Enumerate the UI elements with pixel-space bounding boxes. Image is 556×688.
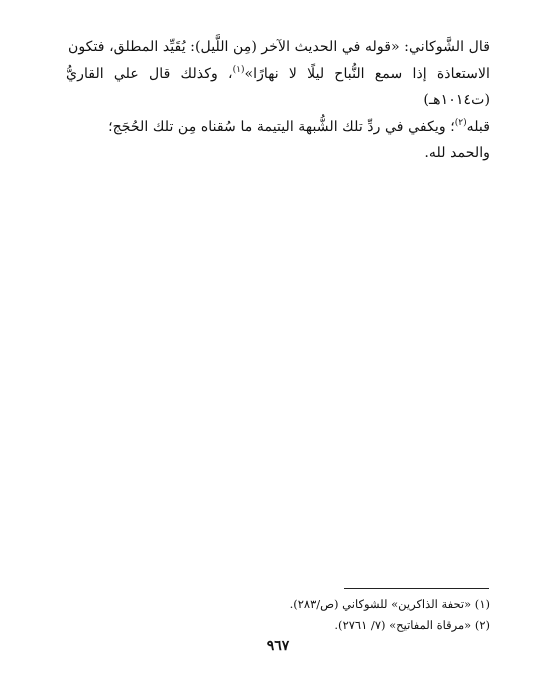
footnote-ref-1: (١) [232, 64, 245, 75]
footnote-ref-2: (٢) [454, 117, 467, 128]
text-line-1 [66, 34, 490, 61]
footnote-separator [344, 588, 489, 589]
text-line-4 [66, 140, 490, 167]
footnote-1: (١) «تحفة الذاكرين» للشوكاني (ص/٢٨٣). [289, 597, 490, 611]
text-line-3 [66, 114, 490, 141]
text-line-2 [66, 61, 490, 114]
text-line-3-part-a: قبله [466, 118, 490, 135]
text-line-4-content: والحمد لله. [424, 145, 490, 161]
text-line-2-part-b: ، وكذلك قال علي القاريُّ (ت١٠١٤هـ) [66, 65, 490, 108]
footnotes [150, 594, 490, 636]
footnote-2: (٢) «مرقاة المفاتيح» (٧/ ٢٧٦١). [334, 618, 490, 632]
page-number: ٩٦٧ [266, 638, 290, 654]
text-line-1-content: قال الشَّوكاني: «قوله في الحديث الآخر (مِن اللَّيل): يُقَيِّد المطلق، فتكون [67, 39, 490, 55]
text-line-3-part-b: ؛ ويكفي في ردِّ تلك الشُّبهة اليتيمة ما سُقناه مِن تلك الحُجَج؛ [108, 118, 455, 135]
main-paragraph [66, 34, 490, 167]
text-line-2-part-a: الاستعاذة إذا سمع النُّباح ليلًا لا نهارًا» [244, 65, 490, 82]
